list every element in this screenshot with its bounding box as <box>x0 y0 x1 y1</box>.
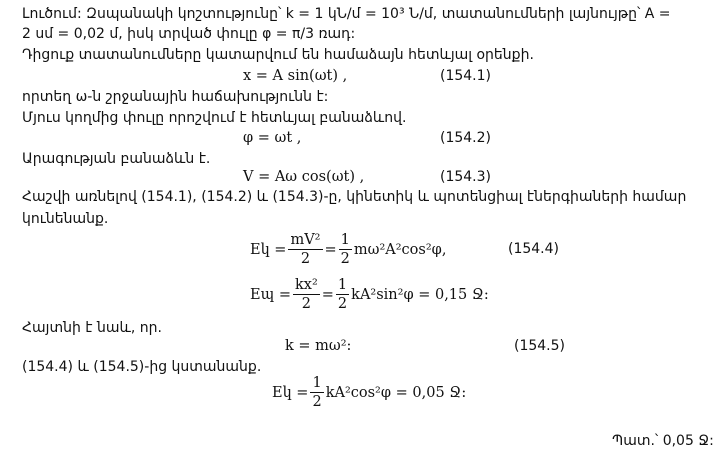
equation-154-1: x = A sin(ωt) , <box>243 68 348 84</box>
oscillation-law-text: Դիցուք տատանումները կատարվում են համաձայն հետևյալ օրենքի. <box>22 47 534 63</box>
omega-definition-text: որտեղ ω-ն շրջանային հաճախությունն է: <box>22 89 329 105</box>
fraction <box>288 232 322 267</box>
equation-number-154-5: (154.5) <box>514 338 566 354</box>
equation-154-4 <box>250 232 446 267</box>
fraction-numerator: 1 <box>340 232 350 248</box>
final-kinetic-energy-rhs: kA²cos²φ = 0,05 Ջ: <box>325 384 467 401</box>
fraction-denominator: 2 <box>301 296 311 312</box>
fraction-numerator: kx² <box>294 277 318 293</box>
fraction <box>339 232 352 267</box>
fraction-denominator: 2 <box>340 251 350 267</box>
fraction <box>336 277 349 312</box>
equation-154-3: V = Aω cos(ωt) , <box>243 169 365 185</box>
equation-number-154-3: (154.3) <box>440 169 492 185</box>
final-kinetic-energy-equation <box>272 375 466 410</box>
fraction-numerator: 1 <box>337 277 348 293</box>
kinetic-energy-rhs: mω²A²cos²φ, <box>353 241 447 258</box>
energy-intro-text-2: կունենանք. <box>22 211 109 227</box>
energy-intro-text: Հաշվի առնելով (154.1), (154.2) և (154.3)-ը, կինետիկ և պոտենցիալ էներգիաների համար <box>22 189 687 205</box>
equation-number-154-2: (154.2) <box>440 130 492 146</box>
equation-number-154-4: (154.4) <box>508 241 560 257</box>
result-intro-text: (154.4) և (154.5)-ից կստանանք. <box>22 359 262 375</box>
equals-sign: = <box>321 286 334 303</box>
answer-text: Պատ.՝ 0,05 Ջ: <box>612 433 714 449</box>
equation-number-154-1: (154.1) <box>440 68 492 84</box>
kinetic-energy-lhs: Eկ = <box>250 241 287 258</box>
fraction-numerator: mV² <box>290 232 321 248</box>
potential-energy-rhs: kA²sin²φ = 0,15 Ջ: <box>351 286 489 303</box>
known-relation-text: Հայտնի է նաև, որ. <box>22 320 162 336</box>
solution-intro-line-2: 2 սմ = 0,02 մ, իսկ տրված փուլը φ = π/3 ռադ: <box>22 26 356 42</box>
equals-sign: = <box>324 241 337 258</box>
fraction-denominator: 2 <box>300 251 311 267</box>
potential-energy-equation <box>250 277 489 312</box>
fraction <box>310 375 323 410</box>
equation-154-2: φ = ωt , <box>243 130 302 146</box>
kinetic-energy-lhs: Eկ = <box>272 384 309 401</box>
fraction-denominator: 2 <box>312 394 322 410</box>
equation-154-5: k = mω²: <box>285 338 352 354</box>
fraction <box>293 277 320 312</box>
fraction-denominator: 2 <box>337 296 348 312</box>
phase-definition-text: Մյուս կողմից փուլը որոշվում է հետևյալ բանաձևով. <box>22 110 407 126</box>
solution-intro-line: Լուծում: Զսպանակի կոշտությունը՝ k = 1 կՆ/մ = 10³ Ն/մ, տատանումների լայնույթը՝ A = <box>22 6 671 22</box>
fraction-numerator: 1 <box>312 375 322 391</box>
potential-energy-lhs: Eպ = <box>250 286 291 303</box>
velocity-formula-text: Արագության բանաձևն է. <box>22 151 211 167</box>
